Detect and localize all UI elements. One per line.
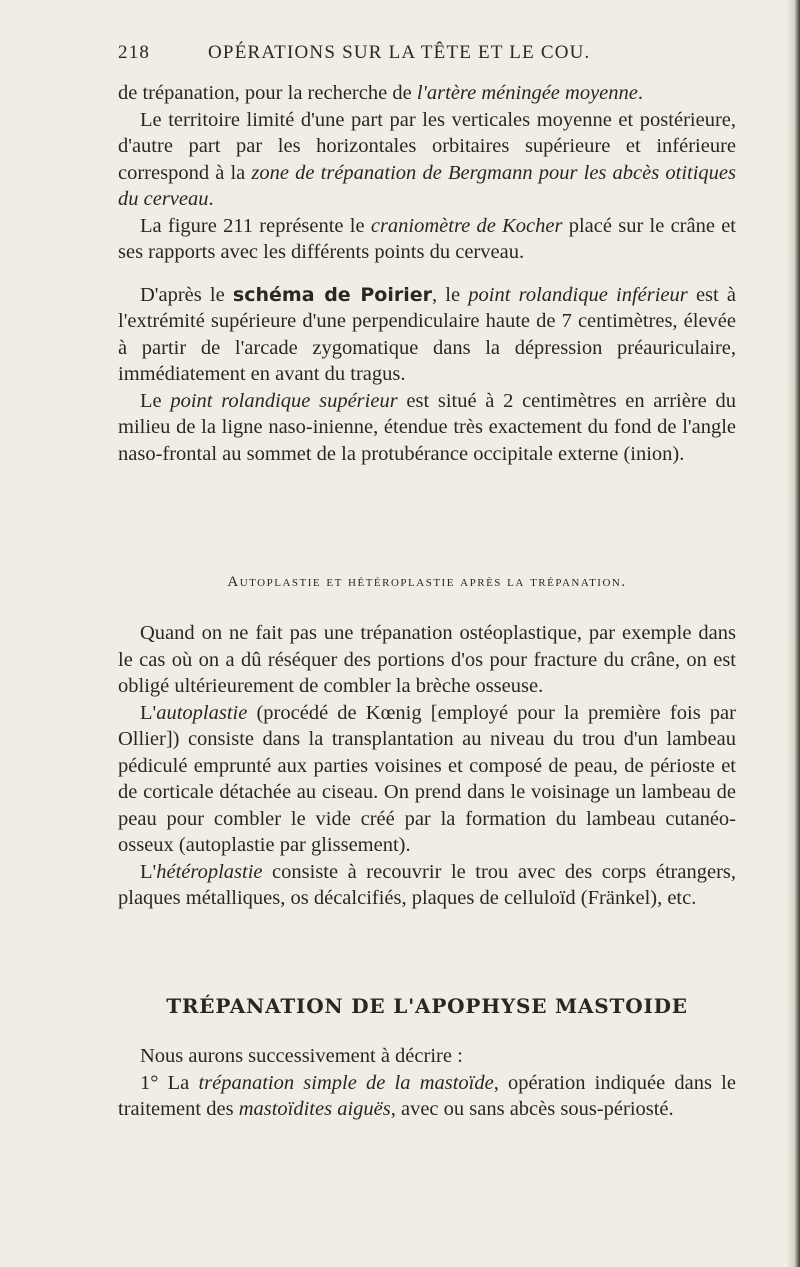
text-span: Quand on ne fait pas une trépanation ostéoplastique, par exemple dans le cas où on a dû réséquer des portions d'os pour fracture du crâne, on est obligé ultérieurement de combler la brèche osseuse.	[118, 622, 736, 697]
italic-span: autoplastie	[156, 701, 248, 724]
italic-span: l'artère méningée moyenne	[416, 82, 638, 104]
paragraph-3	[118, 213, 736, 266]
text-span: La figure 211 représente le	[140, 214, 371, 237]
italic-span: trépanation simple de la mastoïde	[198, 1071, 494, 1094]
paragraph-5	[118, 388, 736, 468]
text-span: (procédé de Kœnig [employé pour la première fois par Ollier]) consiste dans la transplantation au niveau du trou d'un lambeau pédiculé emprunté aux parties voisines et composé de peau, de périoste et de corticale détachée au ciseau. On prend dans le voisinage un lambeau de peau pour combler le vide créé par la formation du lambeau cutanéo-osseux (autoplastie par glissement).	[118, 701, 736, 856]
paragraph-10	[118, 1070, 736, 1123]
subheading	[118, 574, 736, 591]
text-span: consiste à recouvrir le trou avec des corps étrangers, plaques métalliques, os décalcifiés, plaques de celluloïd (Fränkel), etc.	[118, 860, 736, 909]
bold-span: schéma de Poirier	[232, 283, 432, 306]
text-span: 1° La	[140, 1071, 199, 1094]
text-span: D'après le	[140, 283, 233, 306]
paragraph-4	[118, 282, 736, 388]
text-span: , avec ou sans abcès sous-périosté.	[390, 1098, 674, 1120]
text-span: , opération indiquée dans le traitement des	[118, 1071, 736, 1120]
paragraph-8	[118, 859, 736, 912]
text-span: est situé à 2 centimètres en arrière du milieu de la ligne naso-inienne, étendue très exactement du fond de l'angle naso-frontal au sommet de la protubérance occipitale externe (inion).	[118, 389, 736, 465]
body-text-bottom	[118, 1043, 736, 1123]
body-text-middle	[118, 620, 736, 912]
running-header	[118, 42, 738, 64]
text-span: Nous aurons successivement à décrire :	[140, 1045, 463, 1067]
text-span: est à l'extrémité supérieure d'une perpendiculaire haute de 7 centimètres, élevée à partir de l'arcade zygomatique dans la dépression préauriculaire, immédiatement en avant du tragus.	[118, 283, 737, 385]
text-span: , le	[432, 283, 469, 306]
italic-span: craniomètre de Kocher	[370, 214, 563, 237]
paragraph-6	[118, 620, 736, 700]
page-number: 218	[118, 42, 151, 63]
italic-span: point rolandique supérieur	[170, 389, 398, 412]
paragraph-1	[118, 80, 736, 107]
italic-span: point rolandique inférieur	[468, 283, 688, 306]
text-span: L'	[140, 860, 157, 883]
text-span: L'	[140, 701, 157, 724]
subheading-text: Autoplastie et hétéroplastie après la trépanation.	[227, 574, 627, 590]
body-text-top	[118, 80, 736, 467]
italic-span: hétéroplastie	[156, 860, 263, 883]
paragraph-2	[118, 107, 736, 213]
text-span: Le	[140, 389, 171, 412]
text-span: placé sur le crâne et ses rapports avec les différents points du cerveau.	[118, 214, 736, 263]
text-span: de trépanation, pour la recherche de	[118, 82, 417, 104]
text-span: .	[637, 82, 644, 104]
paragraph-7	[118, 700, 736, 859]
text-span: Le territoire limité d'une part par les verticales moyenne et postérieure, d'autre part par les horizontales orbitaires supérieure et inférieure correspond à la	[118, 108, 736, 184]
page-edge-shadow	[786, 0, 800, 1267]
italic-span: mastoïdites aiguës	[238, 1098, 391, 1120]
italic-span: zone de trépanation de Bergmann pour les abcès otitiques du cerveau	[118, 161, 736, 210]
paragraph-9	[118, 1043, 736, 1070]
text-span: .	[208, 188, 214, 210]
header-title: OPÉRATIONS SUR LA TÊTE ET LE COU.	[208, 42, 591, 63]
section-title: TRÉPANATION DE L'APOPHYSE MASTOIDE	[166, 994, 688, 1018]
